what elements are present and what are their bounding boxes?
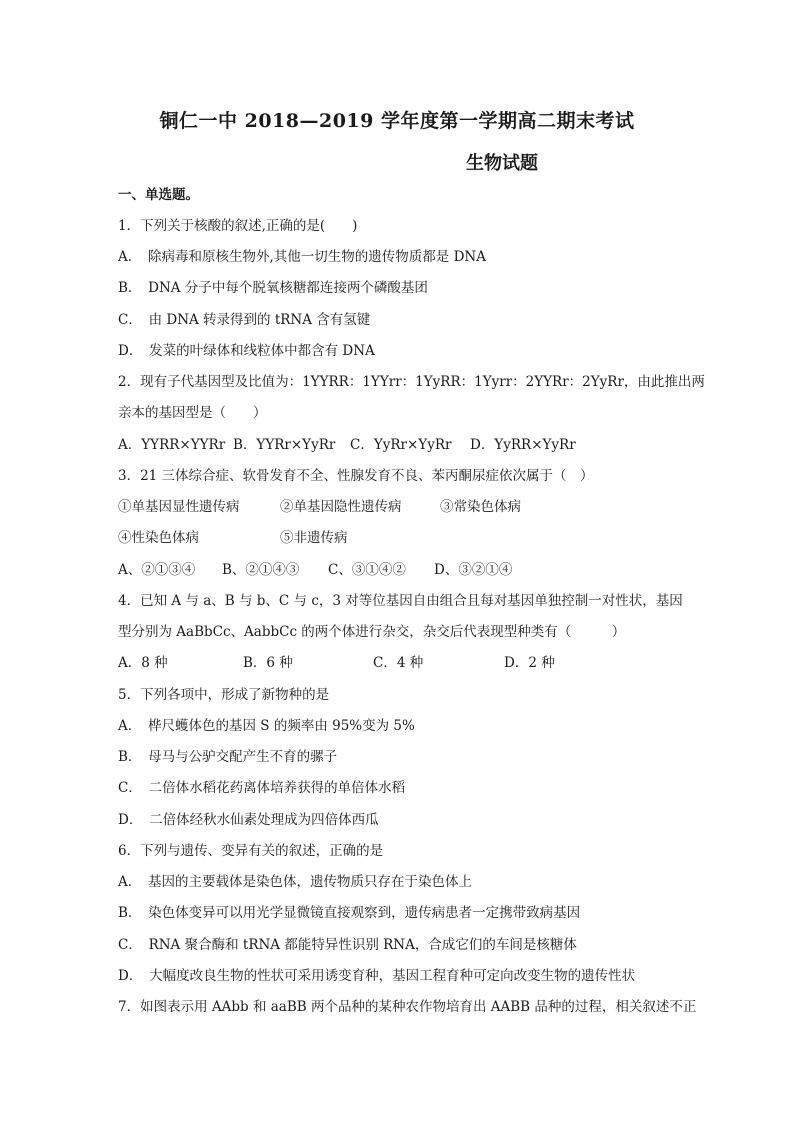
- question-1-option-d: D． 发菜的叶绿体和线粒体中都含有 DNA: [118, 343, 375, 359]
- question-2-stem-line2: 亲本的基因型是（ ）: [118, 405, 267, 421]
- question-2-option-a: A．YYRR×YYRr: [118, 437, 226, 453]
- question-3-option-b: B、②①④③: [222, 562, 300, 578]
- question-5-option-d: D． 二倍体经秋水仙素处理成为四倍体西瓜: [118, 812, 379, 828]
- question-4-option-a: A．8 种: [118, 655, 168, 671]
- section-heading: 一、单选题。: [118, 187, 199, 203]
- question-3-stem: 3．21 三体综合症、软骨发育不全、性腺发育不良、苯丙酮尿症依次属于（ ）: [118, 468, 594, 484]
- question-3-option-d: D、③②①④: [434, 562, 513, 578]
- question-3-item-2: ②单基因隐性遗传病: [280, 499, 402, 515]
- question-6-option-a: A． 基因的主要载体是染色体，遗传物质只存在于染色体上: [118, 874, 472, 890]
- question-2-option-b: B．YYRr×YyRr: [233, 437, 336, 453]
- question-4-option-c: C．4 种: [373, 655, 424, 671]
- question-4-option-b: B．6 种: [243, 655, 293, 671]
- question-4-option-d: D．2 种: [504, 655, 555, 671]
- question-1-option-c: C． 由 DNA 转录得到的 tRNA 含有氢键: [118, 312, 371, 328]
- question-6-option-c: C． RNA 聚合酶和 tRNA 都能特异性识别 RNA，合成它们的车间是核糖体: [118, 937, 577, 953]
- question-6-option-b: B． 染色体变异可以用光学显微镜直接观察到，遗传病患者一定携带致病基因: [118, 905, 581, 921]
- question-4-stem-line1: 4．已知 A 与 a、B 与 b、C 与 c，3 对等位基因自由组合且每对基因单独控制一对性状，基因: [118, 593, 683, 609]
- question-1-option-b: B． DNA 分子中每个脱氧核糖都连接两个磷酸基团: [118, 280, 428, 296]
- question-3-option-c: C、③①④②: [328, 562, 406, 578]
- question-5-option-a: A． 桦尺蠖体色的基因 S 的频率由 95%变为 5%: [118, 718, 415, 734]
- question-3-item-5: ⑤非遗传病: [280, 530, 348, 546]
- question-6-option-d: D． 大幅度改良生物的性状可采用诱变育种，基因工程育种可定向改变生物的遗传性状: [118, 968, 636, 984]
- question-6-stem: 6．下列与遗传、变异有关的叙述，正确的是: [118, 843, 384, 859]
- question-3-option-a: A、②①③④: [118, 562, 196, 578]
- question-5-option-b: B． 母马与公驴交配产生不育的骡子: [118, 749, 338, 765]
- question-1-stem: 1．下列关于核酸的叙述,正确的是( ): [118, 218, 358, 234]
- question-3-item-3: ③常染色体病: [440, 499, 521, 515]
- question-5-stem: 5．下列各项中，形成了新物种的是: [118, 687, 330, 703]
- subject-title: 生物试题: [466, 153, 538, 174]
- question-1-option-a: A． 除病毒和原核生物外,其他一切生物的遗传物质都是 DNA: [118, 249, 486, 265]
- question-4-stem-line2: 型分别为 AaBbCc、AabbCc 的两个体进行杂交，杂交后代表现型种类有（ ）: [118, 624, 626, 640]
- question-7-stem: 7．如图表示用 AAbb 和 aaBB 两个品种的某种农作物培育出 AABB 品种的过程，相关叙述不正: [118, 999, 697, 1015]
- question-5-option-c: C． 二倍体水稻花药离体培养获得的单倍体水稻: [118, 780, 406, 796]
- question-2-option-c: C．YyRr×YyRr: [350, 437, 452, 453]
- page-title: 铜仁一中 2018—2019 学年度第一学期高二期末考试: [159, 110, 635, 132]
- question-3-item-4: ④性染色体病: [118, 530, 199, 546]
- question-2-option-d: D．YyRR×YyRr: [470, 437, 576, 453]
- question-2-stem-line1: 2．现有子代基因型及比值为：1YYRR：1YYrr：1YyRR：1Yyrr：2YYRr：2YyRr，由此推出两: [118, 374, 705, 390]
- question-3-item-1: ①单基因显性遗传病: [118, 499, 240, 515]
